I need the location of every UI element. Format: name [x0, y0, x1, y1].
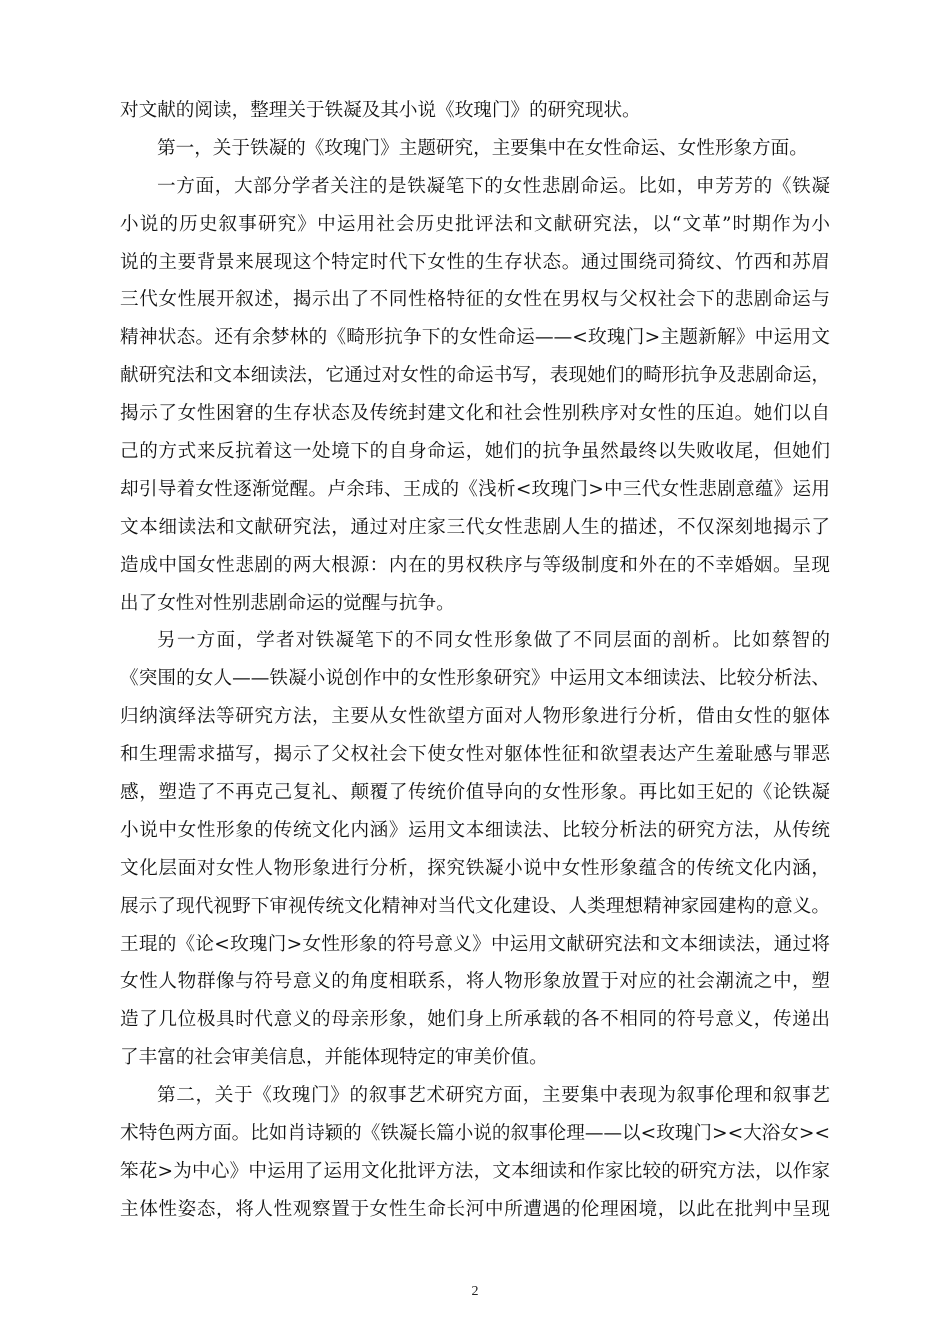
text-line: 却引导着女性逐渐觉醒。卢余玮、王成的《浅析<玫瑰门>中三代女性悲剧意蕴》运用 — [120, 478, 830, 500]
page-number: 2 — [471, 1284, 479, 1299]
text-line: 术特色两方面。比如肖诗颖的《铁凝长篇小说的叙事伦理——以<玫瑰门><大浴女>< — [120, 1123, 830, 1145]
text-line: 小说中女性形象的传统文化内涵》运用文本细读法、比较分析法的研究方法，从传统 — [120, 819, 830, 841]
text-line: 文化层面对女性人物形象进行分析，探究铁凝小说中女性形象蕴含的传统文化内涵， — [120, 857, 830, 879]
text-line: 说的主要背景来展现这个特定时代下女性的生存状态。通过围绕司猗纹、竹西和苏眉 — [120, 251, 830, 273]
text-line: 笨花>为中心》中运用了运用文化批评方法，文本细读和作家比较的研究方法，以作家 — [120, 1160, 830, 1182]
text-line: 己的方式来反抗着这一处境下的自身命运，她们的抗争虽然最终以失败收尾，但她们 — [120, 441, 830, 463]
text-line: 一方面，大部分学者关注的是铁凝笔下的女性悲剧命运。比如，申芳芳的《铁凝 — [157, 175, 830, 197]
text-line: 王琨的《论<玫瑰门>女性形象的符号意义》中运用文献研究法和文本细读法，通过将 — [120, 933, 830, 955]
text-line: 小说的历史叙事研究》中运用社会历史批评法和文献研究法，以“文革”时期作为小 — [120, 213, 830, 235]
text-line: 另一方面，学者对铁凝笔下的不同女性形象做了不同层面的剖析。比如蔡智的 — [157, 630, 830, 652]
text-line: 第二，关于《玫瑰门》的叙事艺术研究方面，主要集中表现为叙事伦理和叙事艺 — [157, 1085, 830, 1107]
text-line: 《突围的女人——铁凝小说创作中的女性形象研究》中运用文本细读法、比较分析法、 — [120, 668, 830, 690]
body-text — [120, 92, 830, 1229]
text-line: 归纳演绎法等研究方法，主要从女性欲望方面对人物形象进行分析，借由女性的躯体 — [120, 706, 830, 728]
text-line: 女性人物群像与符号意义的角度相联系，将人物形象放置于对应的社会潮流之中，塑 — [120, 971, 830, 993]
text-line: 精神状态。还有余梦林的《畸形抗争下的女性命运——<玫瑰门>主题新解》中运用文 — [120, 327, 830, 349]
text-line: 文本细读法和文献研究法，通过对庄家三代女性悲剧人生的描述，不仅深刻地揭示了 — [120, 516, 830, 538]
text-line: 主体性姿态，将人性观察置于女性生命长河中所遭遇的伦理困境，以此在批判中呈现 — [120, 1198, 830, 1220]
text-line: 感，塑造了不再克己复礼、颠覆了传统价值导向的女性形象。再比如王妃的《论铁凝 — [120, 782, 830, 804]
text-line: 揭示了女性困窘的生存状态及传统封建文化和社会性别秩序对女性的压迫。她们以自 — [120, 403, 830, 425]
text-line: 了丰富的社会审美信息，并能体现特定的审美价值。 — [120, 1047, 548, 1069]
text-line: 第一，关于铁凝的《玫瑰门》主题研究，主要集中在女性命运、女性形象方面。 — [157, 137, 808, 159]
text-line: 对文献的阅读，整理关于铁凝及其小说《玫瑰门》的研究现状。 — [120, 100, 641, 121]
text-line: 三代女性展开叙述，揭示出了不同性格特征的女性在男权与父权社会下的悲剧命运与 — [120, 289, 830, 311]
text-line: 出了女性对性别悲剧命运的觉醒与抗争。 — [120, 592, 455, 614]
text-line: 造成中国女性悲剧的两大根源：内在的男权秩序与等级制度和外在的不幸婚姻。呈现 — [120, 554, 830, 576]
text-line: 造了几位极具时代意义的母亲形象，她们身上所承载的各不相同的符号意义，传递出 — [120, 1009, 830, 1031]
text-line: 献研究法和文本细读法，它通过对女性的命运书写，表现她们的畸形抗争及悲剧命运， — [120, 365, 830, 387]
text-line: 展示了现代视野下审视传统文化精神对当代文化建设、人类理想精神家园建构的意义。 — [120, 895, 830, 917]
text-line: 和生理需求描写，揭示了父权社会下使女性对躯体性征和欲望表达产生羞耻感与罪恶 — [120, 744, 830, 766]
